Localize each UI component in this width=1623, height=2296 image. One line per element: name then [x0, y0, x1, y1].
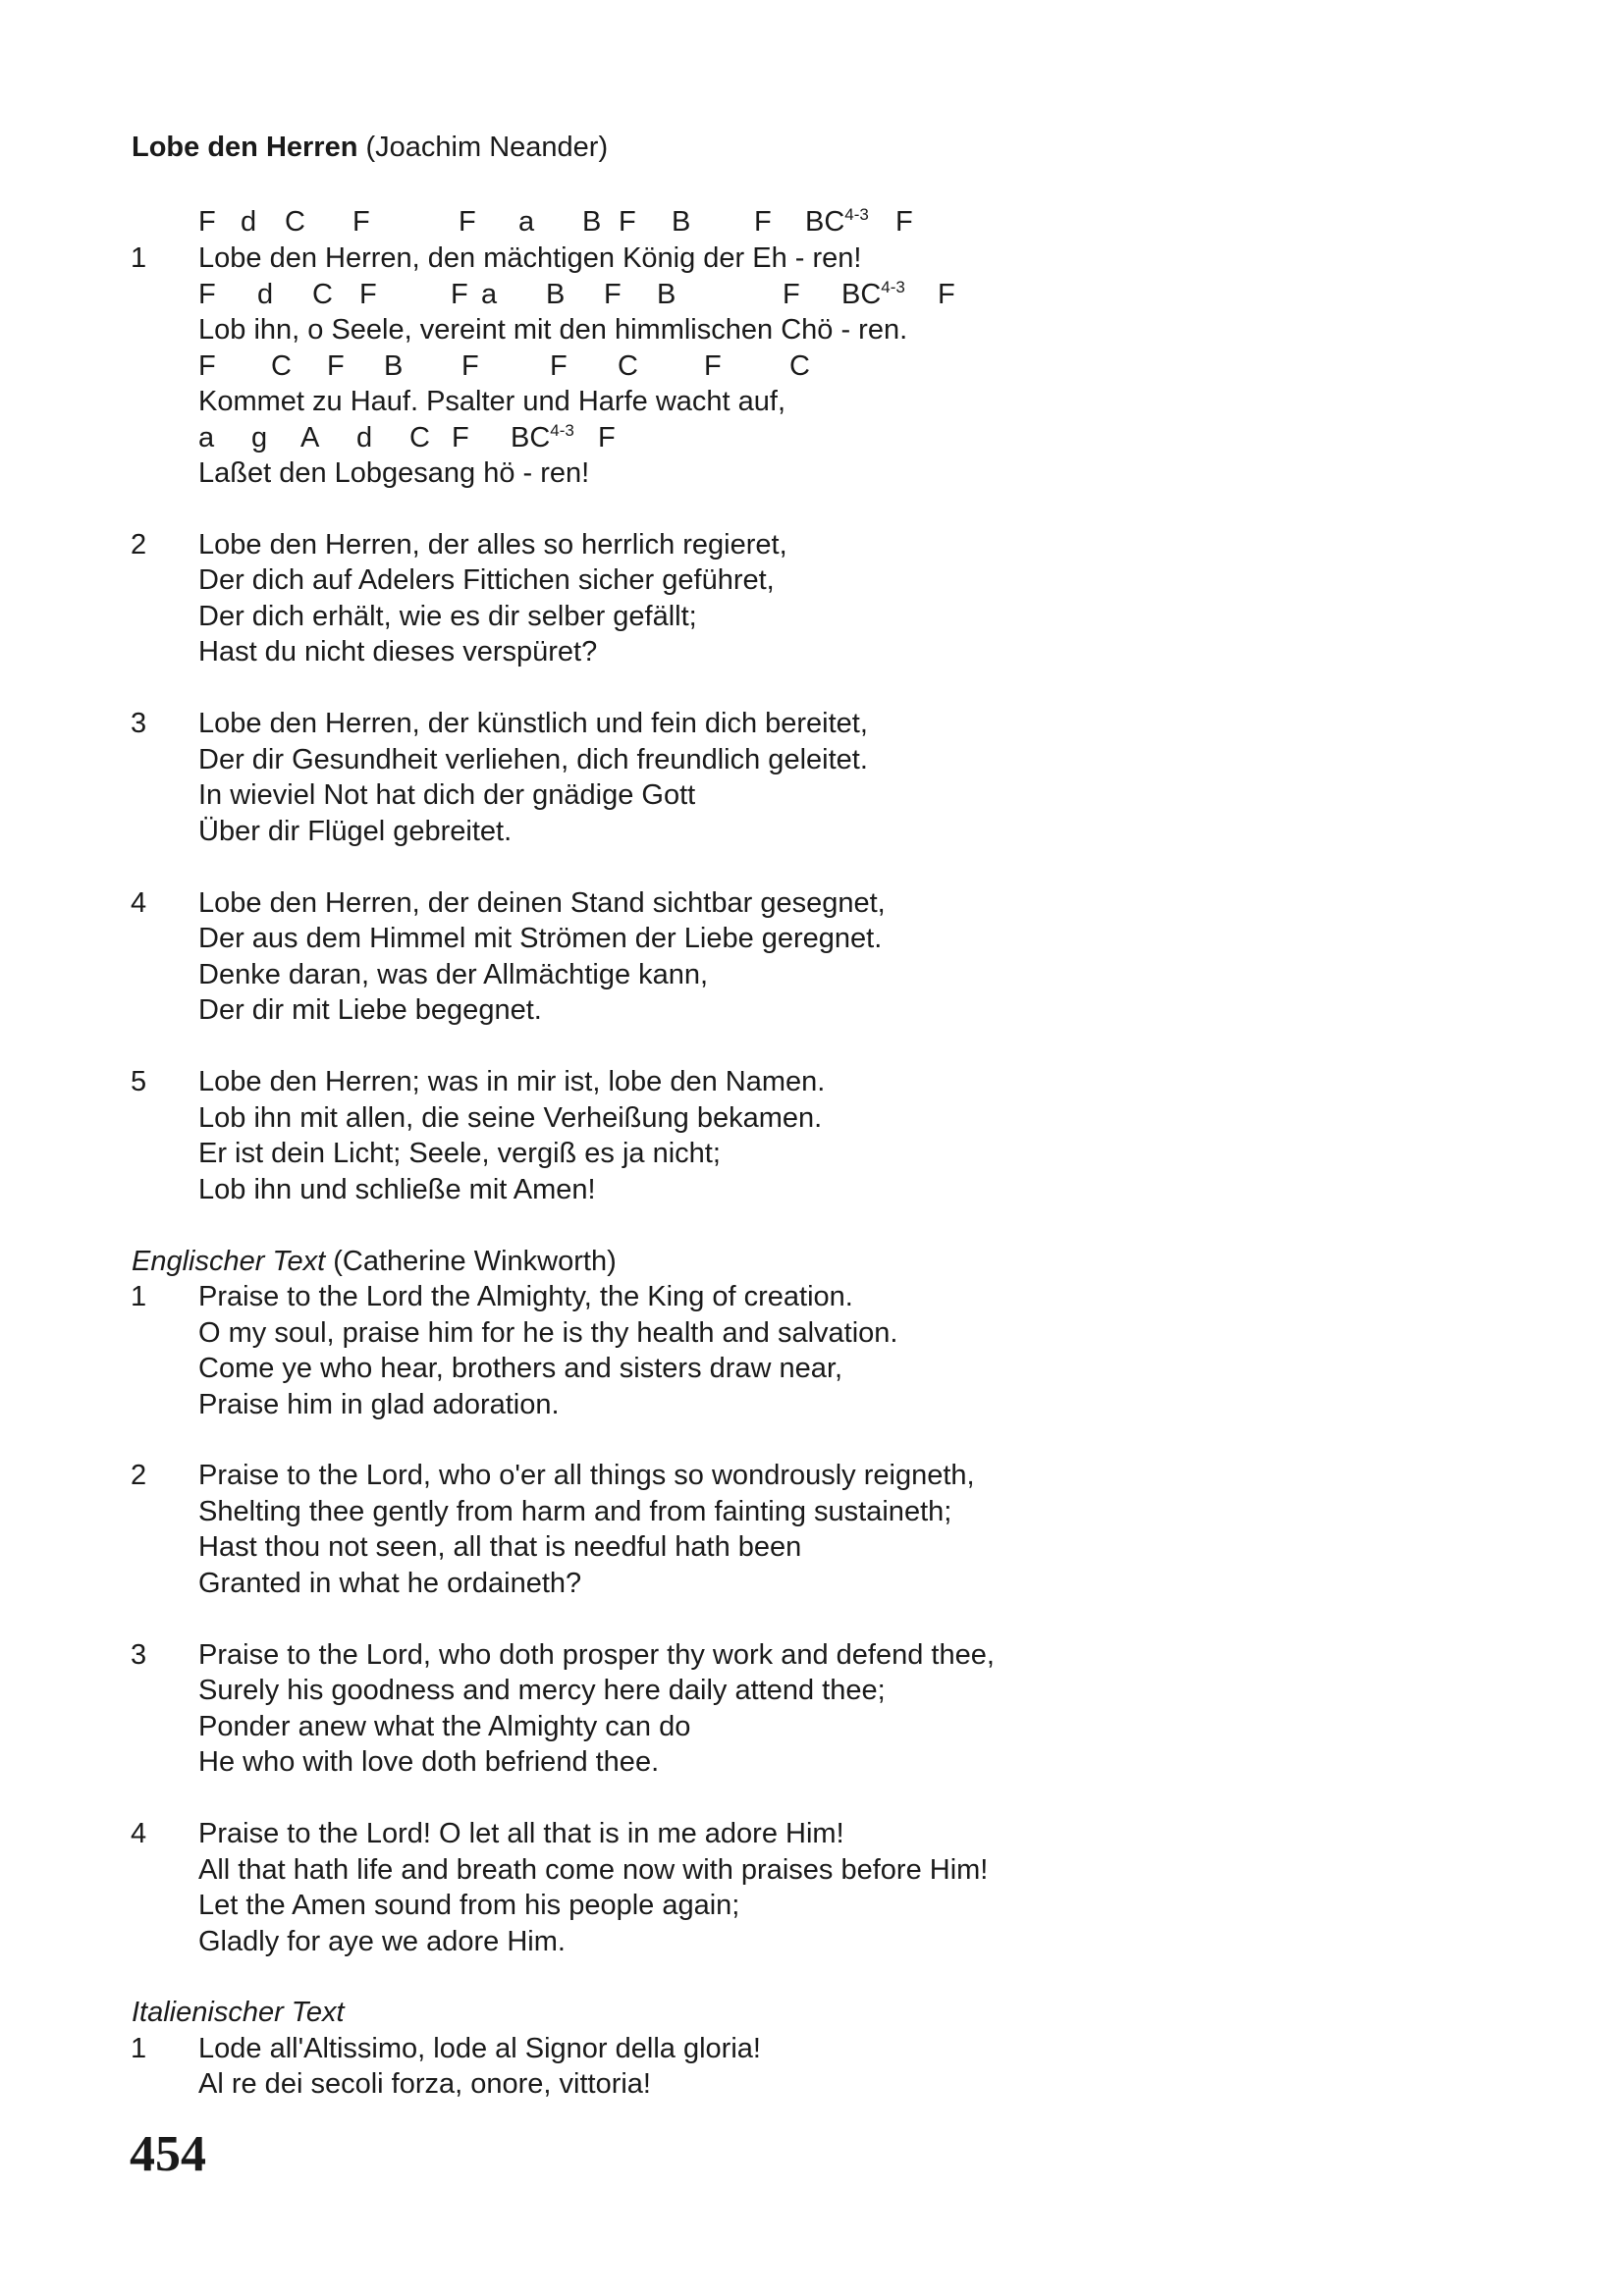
lyric-line: Lob ihn, o Seele, vereint mit den himmlischen Chö - ren.: [198, 314, 908, 346]
lyric-line: In wieviel Not hat dich der gnädige Gott: [198, 779, 696, 811]
chord: g: [251, 422, 268, 454]
chord: BC$^{4-3}$: [511, 421, 574, 454]
verse-number: 3: [131, 708, 147, 739]
chord: F: [198, 279, 216, 310]
lyric-line: Al re dei secoli forza, onore, vittoria!: [198, 2068, 651, 2100]
chord: C: [285, 206, 305, 238]
lyric-line: Praise to the Lord, who doth prosper thy work and defend thee,: [198, 1639, 995, 1671]
chord: F: [938, 279, 955, 310]
lyric-line: O my soul, praise him for he is thy health and salvation.: [198, 1317, 898, 1349]
page-number: 454: [130, 2126, 206, 2182]
lyric-line: Laßet den Lobgesang hö - ren!: [198, 457, 590, 489]
lyric-line: Praise to the Lord! O let all that is in me adore Him!: [198, 1818, 844, 1849]
verse-number: 4: [131, 1818, 147, 1849]
lyric-line: Lode all'Altissimo, lode al Signor della gloria!: [198, 2033, 761, 2064]
lyric-line: Lobe den Herren, der deinen Stand sichtbar gesegnet,: [198, 887, 886, 919]
chord: d: [241, 206, 257, 238]
lyric-line: Er ist dein Licht; Seele, vergiß es ja nicht;: [198, 1138, 721, 1169]
lyric-line: Hast thou not seen, all that is needful hath been: [198, 1531, 802, 1563]
lyric-line: Denke daran, was der Allmächtige kann,: [198, 959, 709, 990]
lyric-line: Gladly for aye we adore Him.: [198, 1926, 566, 1957]
lyric-line: Shelting thee gently from harm and from fainting sustaineth;: [198, 1496, 952, 1527]
verse-number: 3: [131, 1639, 147, 1671]
chord: BC$^{4-3}$: [805, 205, 869, 238]
chord: F: [461, 350, 479, 382]
lyric-line: Surely his goodness and mercy here daily attend thee;: [198, 1675, 886, 1706]
chord: a: [481, 279, 498, 310]
lyric-line: Der dir Gesundheit verliehen, dich freundlich geleitet.: [198, 744, 868, 775]
lyric-line: Come ye who hear, brothers and sisters draw near,: [198, 1353, 843, 1384]
verse-number: 1: [131, 242, 147, 274]
chord: d: [356, 422, 373, 454]
verse-number: 4: [131, 887, 147, 919]
lyric-line: Ponder anew what the Almighty can do: [198, 1711, 691, 1742]
lyric-line: Lob ihn und schließe mit Amen!: [198, 1174, 596, 1205]
lyric-line: Lobe den Herren; was in mir ist, lobe den Namen.: [198, 1066, 826, 1097]
lyric-line: Granted in what he ordaineth?: [198, 1568, 582, 1599]
chord: F: [619, 206, 636, 238]
lyric-line: Praise to the Lord, who o'er all things so wondrously reigneth,: [198, 1460, 975, 1491]
verse-number: 5: [131, 1066, 147, 1097]
lyric-line: Lobe den Herren, der künstlich und fein dich bereitet,: [198, 708, 868, 739]
title-author: (Joachim Neander): [365, 132, 609, 163]
chord: F: [198, 206, 216, 238]
chord: d: [257, 279, 274, 310]
hymn-title: [132, 132, 608, 164]
chord: C: [618, 350, 638, 382]
chord: C: [312, 279, 333, 310]
chord: F: [604, 279, 622, 310]
chord: F: [783, 279, 800, 310]
chord: F: [704, 350, 722, 382]
chord: F: [452, 422, 469, 454]
lyric-line: Lobe den Herren, der alles so herrlich regieret,: [198, 529, 787, 561]
chord: F: [352, 206, 370, 238]
verse-number: 2: [131, 1460, 147, 1491]
chord: F: [598, 422, 616, 454]
lyric-line: Lobe den Herren, den mächtigen König der Eh - ren!: [198, 242, 862, 274]
lyric-line: Der dich auf Adelers Fittichen sicher geführet,: [198, 564, 775, 596]
chord: C: [409, 422, 430, 454]
lyric-line: Hast du nicht dieses verspüret?: [198, 636, 598, 667]
italian-heading-label: Italienischer Text: [132, 1997, 345, 2028]
chord: a: [518, 206, 535, 238]
chord: C: [271, 350, 292, 382]
chord: F: [459, 206, 476, 238]
chord: B: [657, 279, 676, 310]
chord: A: [300, 422, 320, 454]
verse-number: 1: [131, 2033, 147, 2064]
english-author: (Catherine Winkworth): [333, 1246, 617, 1277]
chord: F: [327, 350, 345, 382]
english-heading: [132, 1246, 617, 1278]
lyric-line: Praise him in glad adoration.: [198, 1389, 560, 1420]
lyric-line: Der dir mit Liebe begegnet.: [198, 994, 542, 1026]
chord: B: [384, 350, 404, 382]
chord: F: [451, 279, 468, 310]
chord: F: [895, 206, 913, 238]
lyric-line: Kommet zu Hauf. Psalter und Harfe wacht auf,: [198, 386, 785, 417]
lyric-line: Praise to the Lord the Almighty, the King of creation.: [198, 1281, 853, 1312]
chord: C: [789, 350, 810, 382]
chord: F: [550, 350, 568, 382]
verse-number: 1: [131, 1281, 147, 1312]
title-main: Lobe den Herren: [132, 132, 358, 163]
lyric-line: Lob ihn mit allen, die seine Verheißung bekamen.: [198, 1102, 823, 1134]
italian-heading: [132, 1997, 345, 2029]
verse-number: 2: [131, 529, 147, 561]
chord: F: [754, 206, 772, 238]
lyric-line: Der dich erhält, wie es dir selber gefällt;: [198, 601, 697, 632]
english-heading-label: Englischer Text: [132, 1246, 326, 1277]
lyric-line: Let the Amen sound from his people again;: [198, 1890, 740, 1921]
lyric-line: Der aus dem Himmel mit Strömen der Liebe geregnet.: [198, 923, 883, 954]
chord: F: [198, 350, 216, 382]
chord: BC$^{4-3}$: [841, 278, 905, 310]
chord: B: [582, 206, 602, 238]
lyric-line: Über dir Flügel gebreitet.: [198, 816, 513, 847]
lyric-line: He who with love doth befriend thee.: [198, 1746, 660, 1778]
chord: B: [546, 279, 566, 310]
lyric-line: All that hath life and breath come now with praises before Him!: [198, 1854, 989, 1886]
chord: F: [359, 279, 377, 310]
chord: a: [198, 422, 215, 454]
chord: B: [672, 206, 691, 238]
